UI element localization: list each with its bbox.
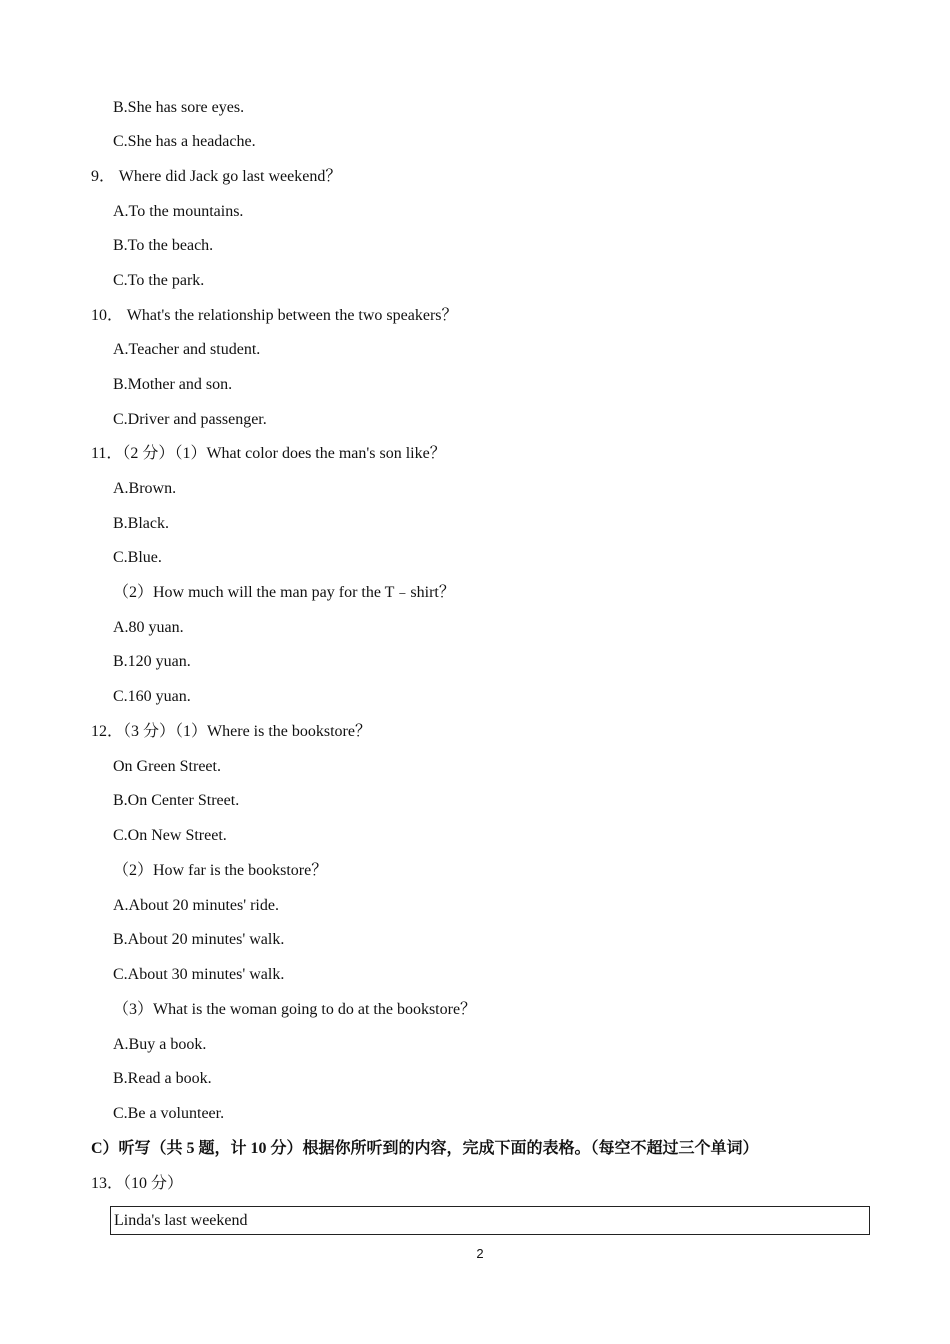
q11-sub1-option-a: A.Brown.	[113, 480, 177, 497]
q10-text: What's the relationship between the two speakers？	[126, 307, 458, 324]
q11-sub1-option-b: B.Black.	[113, 515, 169, 532]
q10-number: 10．	[91, 307, 124, 324]
q9-option-b: B.To the beach.	[113, 237, 214, 254]
section-c-heading: C）听写（共 5 题，计 10 分）根据你所听到的内容，完成下面的表格。（每空不超过三个单词）	[91, 1140, 759, 1157]
q12-sub3-text: （3）What is the woman going to do at the bookstore？	[113, 1001, 477, 1018]
q9-number: 9．	[91, 168, 116, 185]
q12-sub1-option-a: On Green Street.	[113, 758, 221, 775]
q13-table-title: Linda's last weekend	[114, 1212, 248, 1229]
q12-number: 12．	[91, 723, 124, 740]
q13-stem	[91, 1174, 183, 1194]
q10-option-b: B.Mother and son.	[113, 376, 233, 393]
q13-number: 13．	[91, 1175, 124, 1192]
q11-sub1-text: （1）What color does the man's son like？	[174, 445, 446, 462]
q12-sub2-option-c: C.About 30 minutes' walk.	[113, 966, 285, 983]
q9-option-a: A.To the mountains.	[113, 203, 244, 220]
q12-sub2-option-b: B.About 20 minutes' walk.	[113, 931, 285, 948]
q12-sub3-option-b: B.Read a book.	[113, 1070, 212, 1087]
q11-sub2-option-a: A.80 yuan.	[113, 619, 184, 636]
q11-score: （2 分）	[122, 445, 175, 462]
q9-text: Where did Jack go last weekend？	[118, 168, 342, 185]
q11-sub2-text: （2）How much will the man pay for the T﹣shirt？	[113, 584, 455, 601]
q11-sub2-option-b: B.120 yuan.	[113, 653, 191, 670]
q9-stem	[91, 167, 341, 187]
q12-sub3-option-a: A.Buy a book.	[113, 1036, 207, 1053]
q9-option-c: C.To the park.	[113, 272, 205, 289]
q11-sub1-option-c: C.Blue.	[113, 549, 162, 566]
q10-stem	[91, 306, 458, 326]
q11-number: 11．	[91, 445, 123, 462]
q12-sub2-option-a: A.About 20 minutes' ride.	[113, 897, 279, 914]
q12-stem	[91, 722, 371, 742]
q12-sub1-option-b: B.On Center Street.	[113, 792, 240, 809]
page-number: 2	[476, 1246, 484, 1261]
q10-option-a: A.Teacher and student.	[113, 341, 261, 358]
q13-table	[110, 1206, 870, 1235]
q12-sub1-text: （1）Where is the bookstore？	[175, 723, 371, 740]
q11-sub2-option-c: C.160 yuan.	[113, 688, 191, 705]
q12-sub3-option-c: C.Be a volunteer.	[113, 1105, 225, 1122]
q8-option-c: C.She has a headache.	[113, 133, 256, 150]
q8-option-b: B.She has sore eyes.	[113, 99, 245, 116]
q10-option-c: C.Driver and passenger.	[113, 411, 267, 428]
q11-stem	[91, 444, 446, 464]
q13-score: （10 分）	[123, 1175, 184, 1192]
q12-score: （3 分）	[123, 723, 176, 740]
q12-sub1-option-c: C.On New Street.	[113, 827, 227, 844]
q12-sub2-text: （2）How far is the bookstore？	[113, 862, 328, 879]
